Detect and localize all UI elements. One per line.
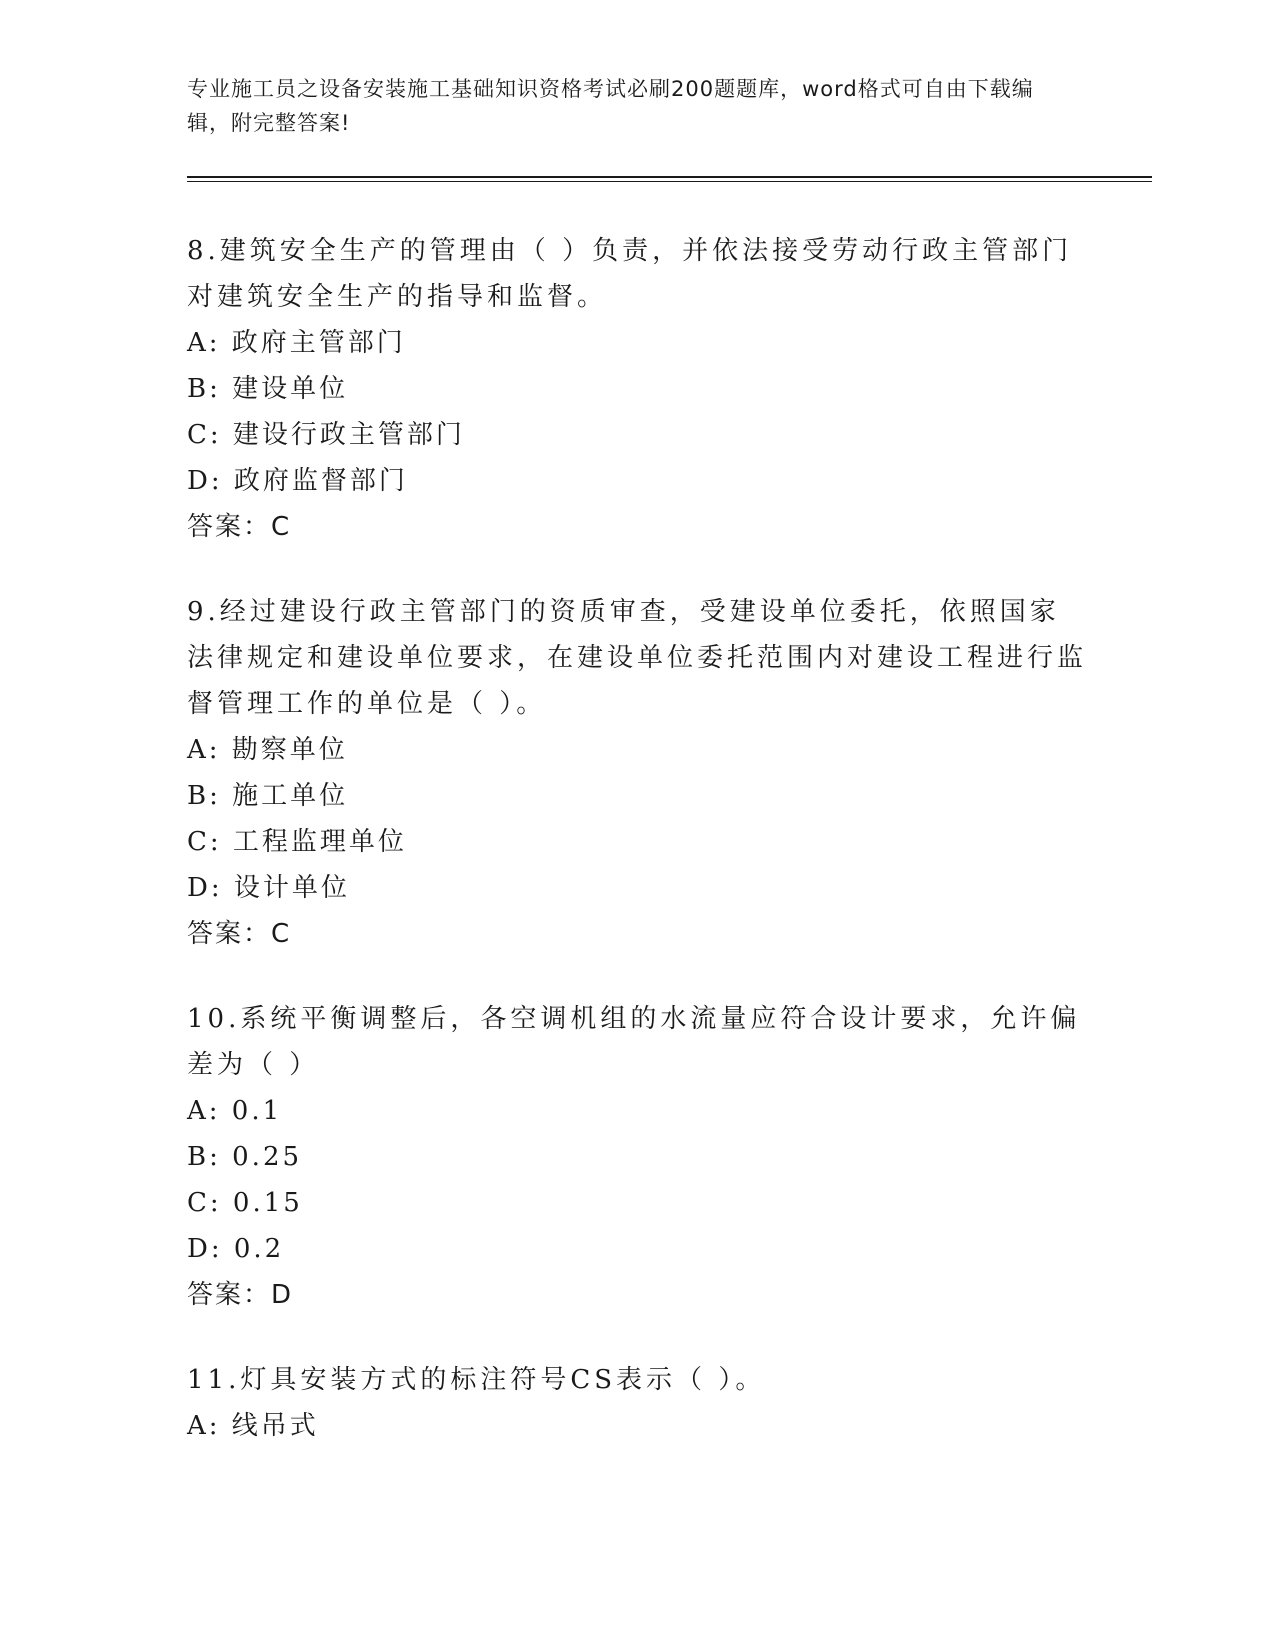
option-b: B: 0.25 <box>187 1142 303 1172</box>
question-text: 9.经过建设行政主管部门的资质审查，受建设单位委托，依照国家法律规定和建设单位要求，在建设单位委托范围内对建设工程进行监督管理工作的单位是（ ）。 <box>187 597 1088 719</box>
question-10 <box>187 996 1087 1318</box>
question-9 <box>187 589 1087 957</box>
option-d: D: 设计单位 <box>187 873 350 903</box>
option-d: D: 政府监督部门 <box>187 466 408 496</box>
question-list <box>187 228 1087 1488</box>
option-b: B: 建设单位 <box>187 374 349 404</box>
header-rule-thick <box>187 176 1152 178</box>
option-c: C: 工程监理单位 <box>187 827 407 857</box>
option-b: B: 施工单位 <box>187 781 349 811</box>
answer-label: 答案：C <box>187 512 292 542</box>
option-c: C: 建设行政主管部门 <box>187 420 465 450</box>
answer-label: 答案：D <box>187 1280 294 1310</box>
option-d: D: 0.2 <box>187 1234 285 1264</box>
option-c: C: 0.15 <box>187 1188 303 1218</box>
question-8 <box>187 228 1087 550</box>
option-a: A: 线吊式 <box>187 1411 319 1441</box>
question-11 <box>187 1357 1087 1449</box>
answer-label: 答案：C <box>187 919 292 949</box>
option-a: A: 勘察单位 <box>187 735 348 765</box>
question-text: 11.灯具安装方式的标注符号CS表示（ ）。 <box>187 1365 766 1395</box>
question-text: 10.系统平衡调整后，各空调机组的水流量应符合设计要求，允许偏差为（ ） <box>187 1004 1081 1080</box>
option-a: A: 0.1 <box>187 1096 283 1126</box>
option-a: A: 政府主管部门 <box>187 328 406 358</box>
question-text: 8.建筑安全生产的管理由（ ）负责，并依法接受劳动行政主管部门对建筑安全生产的指导和监督。 <box>187 236 1073 312</box>
header-rule-thin <box>187 181 1152 182</box>
document-header: 专业施工员之设备安装施工基础知识资格考试必刷200题题库，word格式可自由下载编辑，附完整答案! <box>187 77 1034 135</box>
